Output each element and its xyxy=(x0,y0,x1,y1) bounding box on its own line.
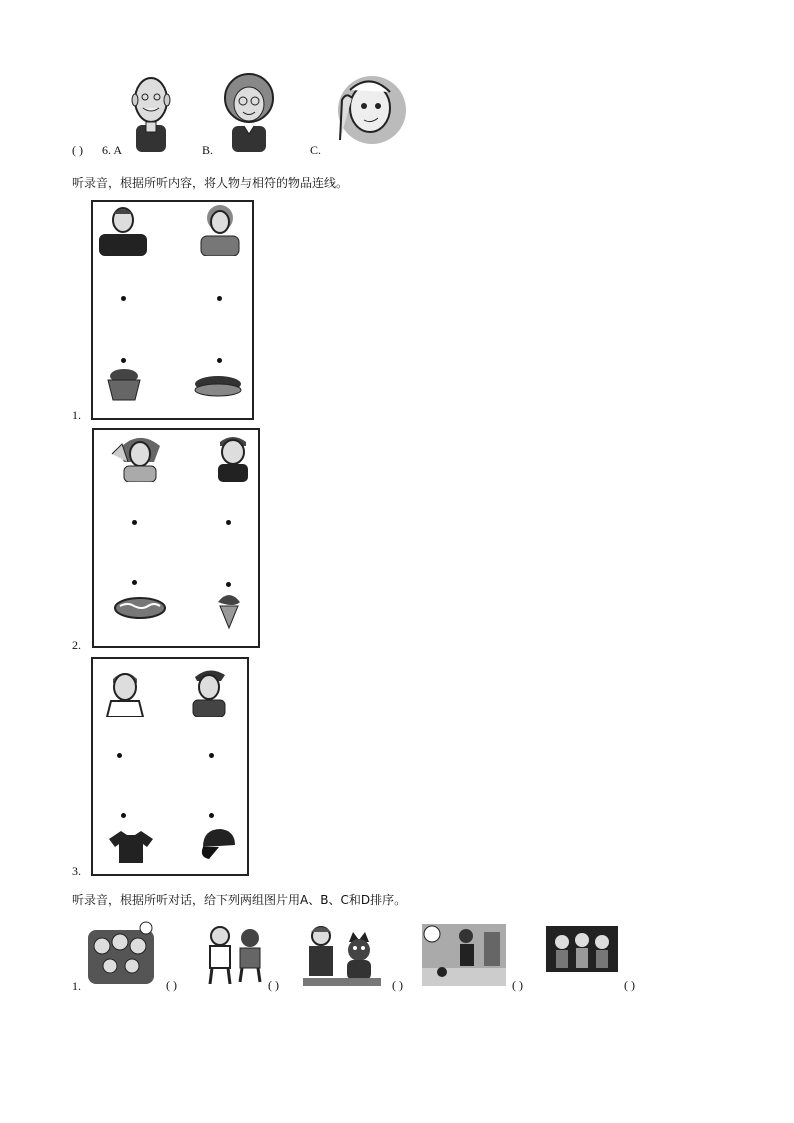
order-paren-1[interactable]: ( ) xyxy=(166,978,177,992)
order-row-label: 1. xyxy=(72,979,81,993)
girl-and-cat-picture xyxy=(303,922,383,988)
man-icon xyxy=(97,204,149,256)
grandpa-picture xyxy=(128,70,174,152)
boy-thinking-picture xyxy=(330,70,406,150)
woman-icon xyxy=(197,204,243,256)
match-dot[interactable] xyxy=(121,813,126,818)
match-dot[interactable] xyxy=(132,580,137,585)
order-paren-5[interactable]: ( ) xyxy=(624,978,635,992)
grandma-picture xyxy=(222,72,276,152)
match-dot[interactable] xyxy=(217,296,222,301)
girl-icon xyxy=(108,432,168,482)
order-paren-4[interactable]: ( ) xyxy=(512,978,523,992)
hotdog-icon xyxy=(114,594,166,622)
match-dot[interactable] xyxy=(217,358,222,363)
three-kids-picture xyxy=(546,926,618,972)
match-dot[interactable] xyxy=(209,813,214,818)
order-paren-2[interactable]: ( ) xyxy=(268,978,279,992)
order-paren-3[interactable]: ( ) xyxy=(392,978,403,992)
tshirt-icon xyxy=(107,829,155,865)
match-dot[interactable] xyxy=(226,582,231,587)
q6-paren[interactable]: ( ) xyxy=(72,143,83,157)
boy-icon xyxy=(187,667,231,717)
q6-option-c: C. xyxy=(310,143,322,157)
match-dot[interactable] xyxy=(117,753,122,758)
match-item-1-label: 1. xyxy=(72,408,81,422)
match-dot[interactable] xyxy=(226,520,231,525)
match-item-2-box xyxy=(92,428,260,648)
match-dot[interactable] xyxy=(132,520,137,525)
boy-icon xyxy=(214,432,252,482)
street-scene-picture xyxy=(422,924,506,986)
match-dot[interactable] xyxy=(209,753,214,758)
two-kids-picture xyxy=(202,924,268,984)
match-instruction: 听录音，根据所听内容，将人物与相符的物品连线。 xyxy=(72,176,349,190)
family-picture xyxy=(86,920,156,984)
cake-icon xyxy=(105,368,143,402)
match-dot[interactable] xyxy=(121,358,126,363)
cap-icon xyxy=(197,825,239,863)
man-icon xyxy=(105,667,145,717)
match-item-3-box xyxy=(91,657,249,876)
match-item-3-label: 3. xyxy=(72,864,81,878)
pie-icon xyxy=(193,374,243,398)
order-instruction: 听录音，根据所听对话，给下列两组图片用A、B、C和D排序。 xyxy=(72,893,407,907)
match-item-2-label: 2. xyxy=(72,638,81,652)
q6-number: 6. A xyxy=(102,143,123,157)
q6-option-b: B. xyxy=(202,143,214,157)
match-dot[interactable] xyxy=(121,296,126,301)
match-item-1-box xyxy=(91,200,254,420)
icecream-icon xyxy=(214,590,244,630)
